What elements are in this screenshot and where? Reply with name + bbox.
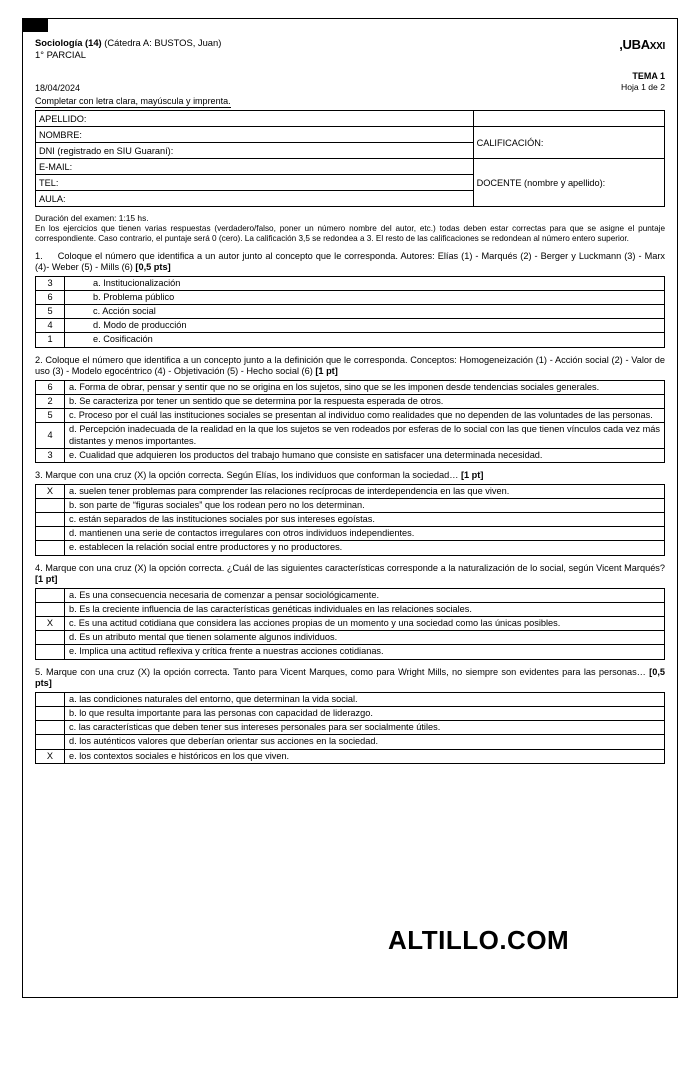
exam-page [22, 18, 678, 998]
option-mark[interactable]: 4 [36, 423, 65, 448]
option-mark[interactable]: 6 [36, 380, 65, 394]
option-text: a. Institucionalización [65, 276, 665, 290]
question-1-body: Coloque el número que identifica a un autor junto al concepto que le corresponda. Autores: Elías (1) - Marqués (2) - Berger y Luckmann (3) - Marx (4)- Weber (5) - Mills (6) [35, 250, 665, 273]
field-email[interactable]: E-MAIL: [36, 159, 474, 175]
table-row [36, 692, 665, 706]
table-row [36, 721, 665, 735]
student-fields-table [35, 110, 665, 207]
option-mark[interactable] [36, 721, 65, 735]
option-text: a. Forma de obrar, pensar y sentir que no se origina en los sujetos, sino que se les imponen desde tendencias sociales generales. [65, 380, 665, 394]
question-3-points: [1 pt] [460, 470, 484, 481]
question-4-options [35, 588, 665, 660]
question-2-points: [1 pt] [315, 366, 338, 377]
header-second-row [35, 71, 665, 94]
question-4-text [35, 563, 665, 586]
option-text: c. las características que deben tener sus intereses personales para ser socialmente útiles. [65, 721, 665, 735]
field-docente[interactable]: DOCENTE (nombre y apellido): [473, 159, 664, 207]
table-row [36, 276, 665, 290]
table-row [36, 409, 665, 423]
option-text: a. las condiciones naturales del entorno, que determinan la vida social. [65, 692, 665, 706]
table-row [36, 305, 665, 319]
option-mark[interactable]: 4 [36, 319, 65, 333]
option-text: c. Proceso por el cuál las instituciones sociales se presentan al individuo como realidades que no dependen de las voluntades de las personas. [65, 409, 665, 423]
table-row [36, 588, 665, 602]
option-mark[interactable] [36, 588, 65, 602]
question-4-points: [1 pt] [35, 574, 58, 585]
table-row [36, 484, 665, 498]
option-text: b. son parte de “figuras sociales” que los rodean pero no los determinan. [65, 498, 665, 512]
question-2-body: Coloque el número que identifica a un concepto junto a la definición que le corresponda. Conceptos: Homogeneización (1) - Acción social (2) - Valor de uso (3) - Modelo egocéntrico (4) - Objetivación (5) - Hecho social (6) [35, 354, 665, 377]
question-2-options [35, 380, 665, 463]
tema-label: TEMA 1 [632, 70, 665, 81]
option-text: a. Es una consecuencia necesaria de comenzar a pensar sociológicamente. [65, 588, 665, 602]
exam-line: 1° PARCIAL [35, 48, 86, 60]
table-row [36, 333, 665, 347]
field-dni[interactable]: DNI (registrado en SIU Guaraní): [36, 143, 474, 159]
question-3-text [35, 470, 665, 482]
option-text: b. Es la creciente influencia de las características genéticas individuales en las relaciones sociales. [65, 602, 665, 616]
table-row [36, 541, 665, 555]
option-mark[interactable]: 5 [36, 409, 65, 423]
option-text: e. Cualidad que adquieren los productos del trabajo humano que consiste en satisfacer una determinada necesidad. [65, 448, 665, 462]
option-text: e. Implica una actitud reflexiva y crítica frente a nuestras acciones cotidianas. [65, 645, 665, 659]
question-1-options [35, 276, 665, 348]
field-right-1[interactable] [473, 111, 664, 127]
watermark: ALTILLO.COM [388, 925, 570, 955]
table-row [36, 498, 665, 512]
option-mark[interactable] [36, 527, 65, 541]
course-chair: (Cátedra A: BUSTOS, Juan) [101, 37, 222, 48]
option-mark[interactable]: X [36, 749, 65, 763]
option-mark[interactable]: 1 [36, 333, 65, 347]
header-left [35, 37, 221, 61]
table-row [36, 380, 665, 394]
table-row [36, 448, 665, 462]
table-row [36, 319, 665, 333]
uba-logo: ,UBAXXI [619, 37, 665, 52]
option-text: d. Percepción inadecuada de la realidad en la que los sujetos se ven rodeados por esferas de lo social con las que tienen vínculos cada vez más distantes y menos importantes. [65, 423, 665, 448]
question-2-number: 2. [35, 354, 43, 365]
option-mark[interactable]: 3 [36, 276, 65, 290]
option-mark[interactable]: 5 [36, 305, 65, 319]
table-row [36, 645, 665, 659]
question-1-text [35, 251, 665, 274]
table-row [36, 735, 665, 749]
option-text: e. los contextos sociales e históricos en los que viven. [65, 749, 665, 763]
question-5-points: [0,5 pts] [35, 666, 665, 689]
question-5-body: Marque con una cruz (X) la opción correcta. Tanto para Vicent Marques, como para Wright Mills, no siempre son evidentes para las personas… [45, 666, 646, 677]
option-text: a. suelen tener problemas para comprender las relaciones recíprocas de interdependencia en las que viven. [65, 484, 665, 498]
option-text: b. lo que resulta importante para las personas con capacidad de liderazgo. [65, 706, 665, 720]
option-text: e. Cosificación [65, 333, 665, 347]
option-mark[interactable]: X [36, 484, 65, 498]
question-3-options [35, 484, 665, 556]
field-calificacion[interactable]: CALIFICACIÓN: [473, 127, 664, 159]
table-row [36, 111, 665, 127]
option-mark[interactable]: 2 [36, 394, 65, 408]
question-3-body: Marque con una cruz (X) la opción correcta. Según Elías, los individuos que conforman la sociedad… [45, 470, 459, 481]
question-1-points: [0,5 pts] [135, 262, 171, 273]
table-row [36, 127, 665, 143]
option-mark[interactable]: 3 [36, 448, 65, 462]
exam-date: 18/04/2024 [35, 83, 81, 94]
table-row [36, 527, 665, 541]
option-mark[interactable]: X [36, 617, 65, 631]
uba-logo-suffix: XXI [649, 41, 665, 52]
table-row [36, 394, 665, 408]
question-5-options [35, 692, 665, 764]
option-text: d. mantienen una serie de contactos irregulares con otros individuos independientes. [65, 527, 665, 541]
field-nombre[interactable]: NOMBRE: [36, 127, 474, 143]
option-mark[interactable] [36, 512, 65, 526]
tema-block [621, 71, 665, 94]
question-3-number: 3. [35, 470, 43, 481]
question-5-text [35, 667, 665, 690]
table-row [36, 290, 665, 304]
exam-notes [35, 213, 665, 243]
table-row [36, 706, 665, 720]
option-text: e. establecen la relación social entre productores y no productores. [65, 541, 665, 555]
course-line [35, 37, 221, 49]
table-row [36, 749, 665, 763]
option-text: d. los auténticos valores que deberían orientar sus acciones en la sociedad. [65, 735, 665, 749]
table-row [36, 631, 665, 645]
table-row [36, 617, 665, 631]
option-text: c. Es una actitud cotidiana que considera las acciones propias de un momento y una sociedad como las únicas posibles. [65, 617, 665, 631]
scoring-note: En los ejercicios que tienen varias respuestas (verdadero/falso, poner un número nombre del autor, etc.) todas deben estar correctas para que se asigne el puntaje correspondiente. Caso contrario, el puntaje será 0 (cero). La calificación 3,5 se redondea a 3. El resto de las calificaciones se redondean al número entero superior. [35, 223, 665, 243]
field-aula[interactable]: AULA: [36, 191, 474, 207]
question-4-body: Marque con una cruz (X) la opción correcta. ¿Cuál de las siguientes características corresponde a la naturalización de lo social, según Vicent Marqués? [45, 562, 666, 573]
option-mark[interactable]: 6 [36, 290, 65, 304]
table-row [36, 423, 665, 448]
field-apellido[interactable]: APELLIDO: [36, 111, 474, 127]
document-header [35, 37, 665, 61]
question-2-text [35, 355, 665, 378]
table-row [36, 159, 665, 175]
field-tel[interactable]: TEL: [36, 175, 474, 191]
option-mark[interactable] [36, 498, 65, 512]
option-mark[interactable] [36, 541, 65, 555]
option-text: b. Se caracteriza por tener un sentido que se determina por la respuesta esperada de otros. [65, 394, 665, 408]
option-text: c. Acción social [65, 305, 665, 319]
option-text: c. están separados de las instituciones sociales por sus intereses egoístas. [65, 512, 665, 526]
question-5-number: 5. [35, 666, 43, 677]
table-row [36, 602, 665, 616]
course-name: Sociología (14) [35, 37, 102, 48]
option-mark[interactable] [36, 602, 65, 616]
fill-instruction: Completar con letra clara, mayúscula y imprenta. [35, 96, 231, 107]
option-mark[interactable] [36, 645, 65, 659]
option-mark[interactable] [36, 631, 65, 645]
question-1-number: 1. [35, 250, 43, 261]
option-text: d. Es un atributo mental que tienen solamente algunos individuos. [65, 631, 665, 645]
option-mark[interactable] [36, 706, 65, 720]
table-row [36, 512, 665, 526]
uba-logo-text: UBA [622, 37, 650, 52]
option-mark[interactable] [36, 692, 65, 706]
question-4-number: 4. [35, 562, 43, 573]
exam-duration: Duración del examen: 1:15 hs. [35, 213, 149, 224]
option-text: b. Problema público [65, 290, 665, 304]
option-text: d. Modo de producción [65, 319, 665, 333]
option-mark[interactable] [36, 735, 65, 749]
sheet-label: Hoja 1 de 2 [621, 82, 665, 93]
